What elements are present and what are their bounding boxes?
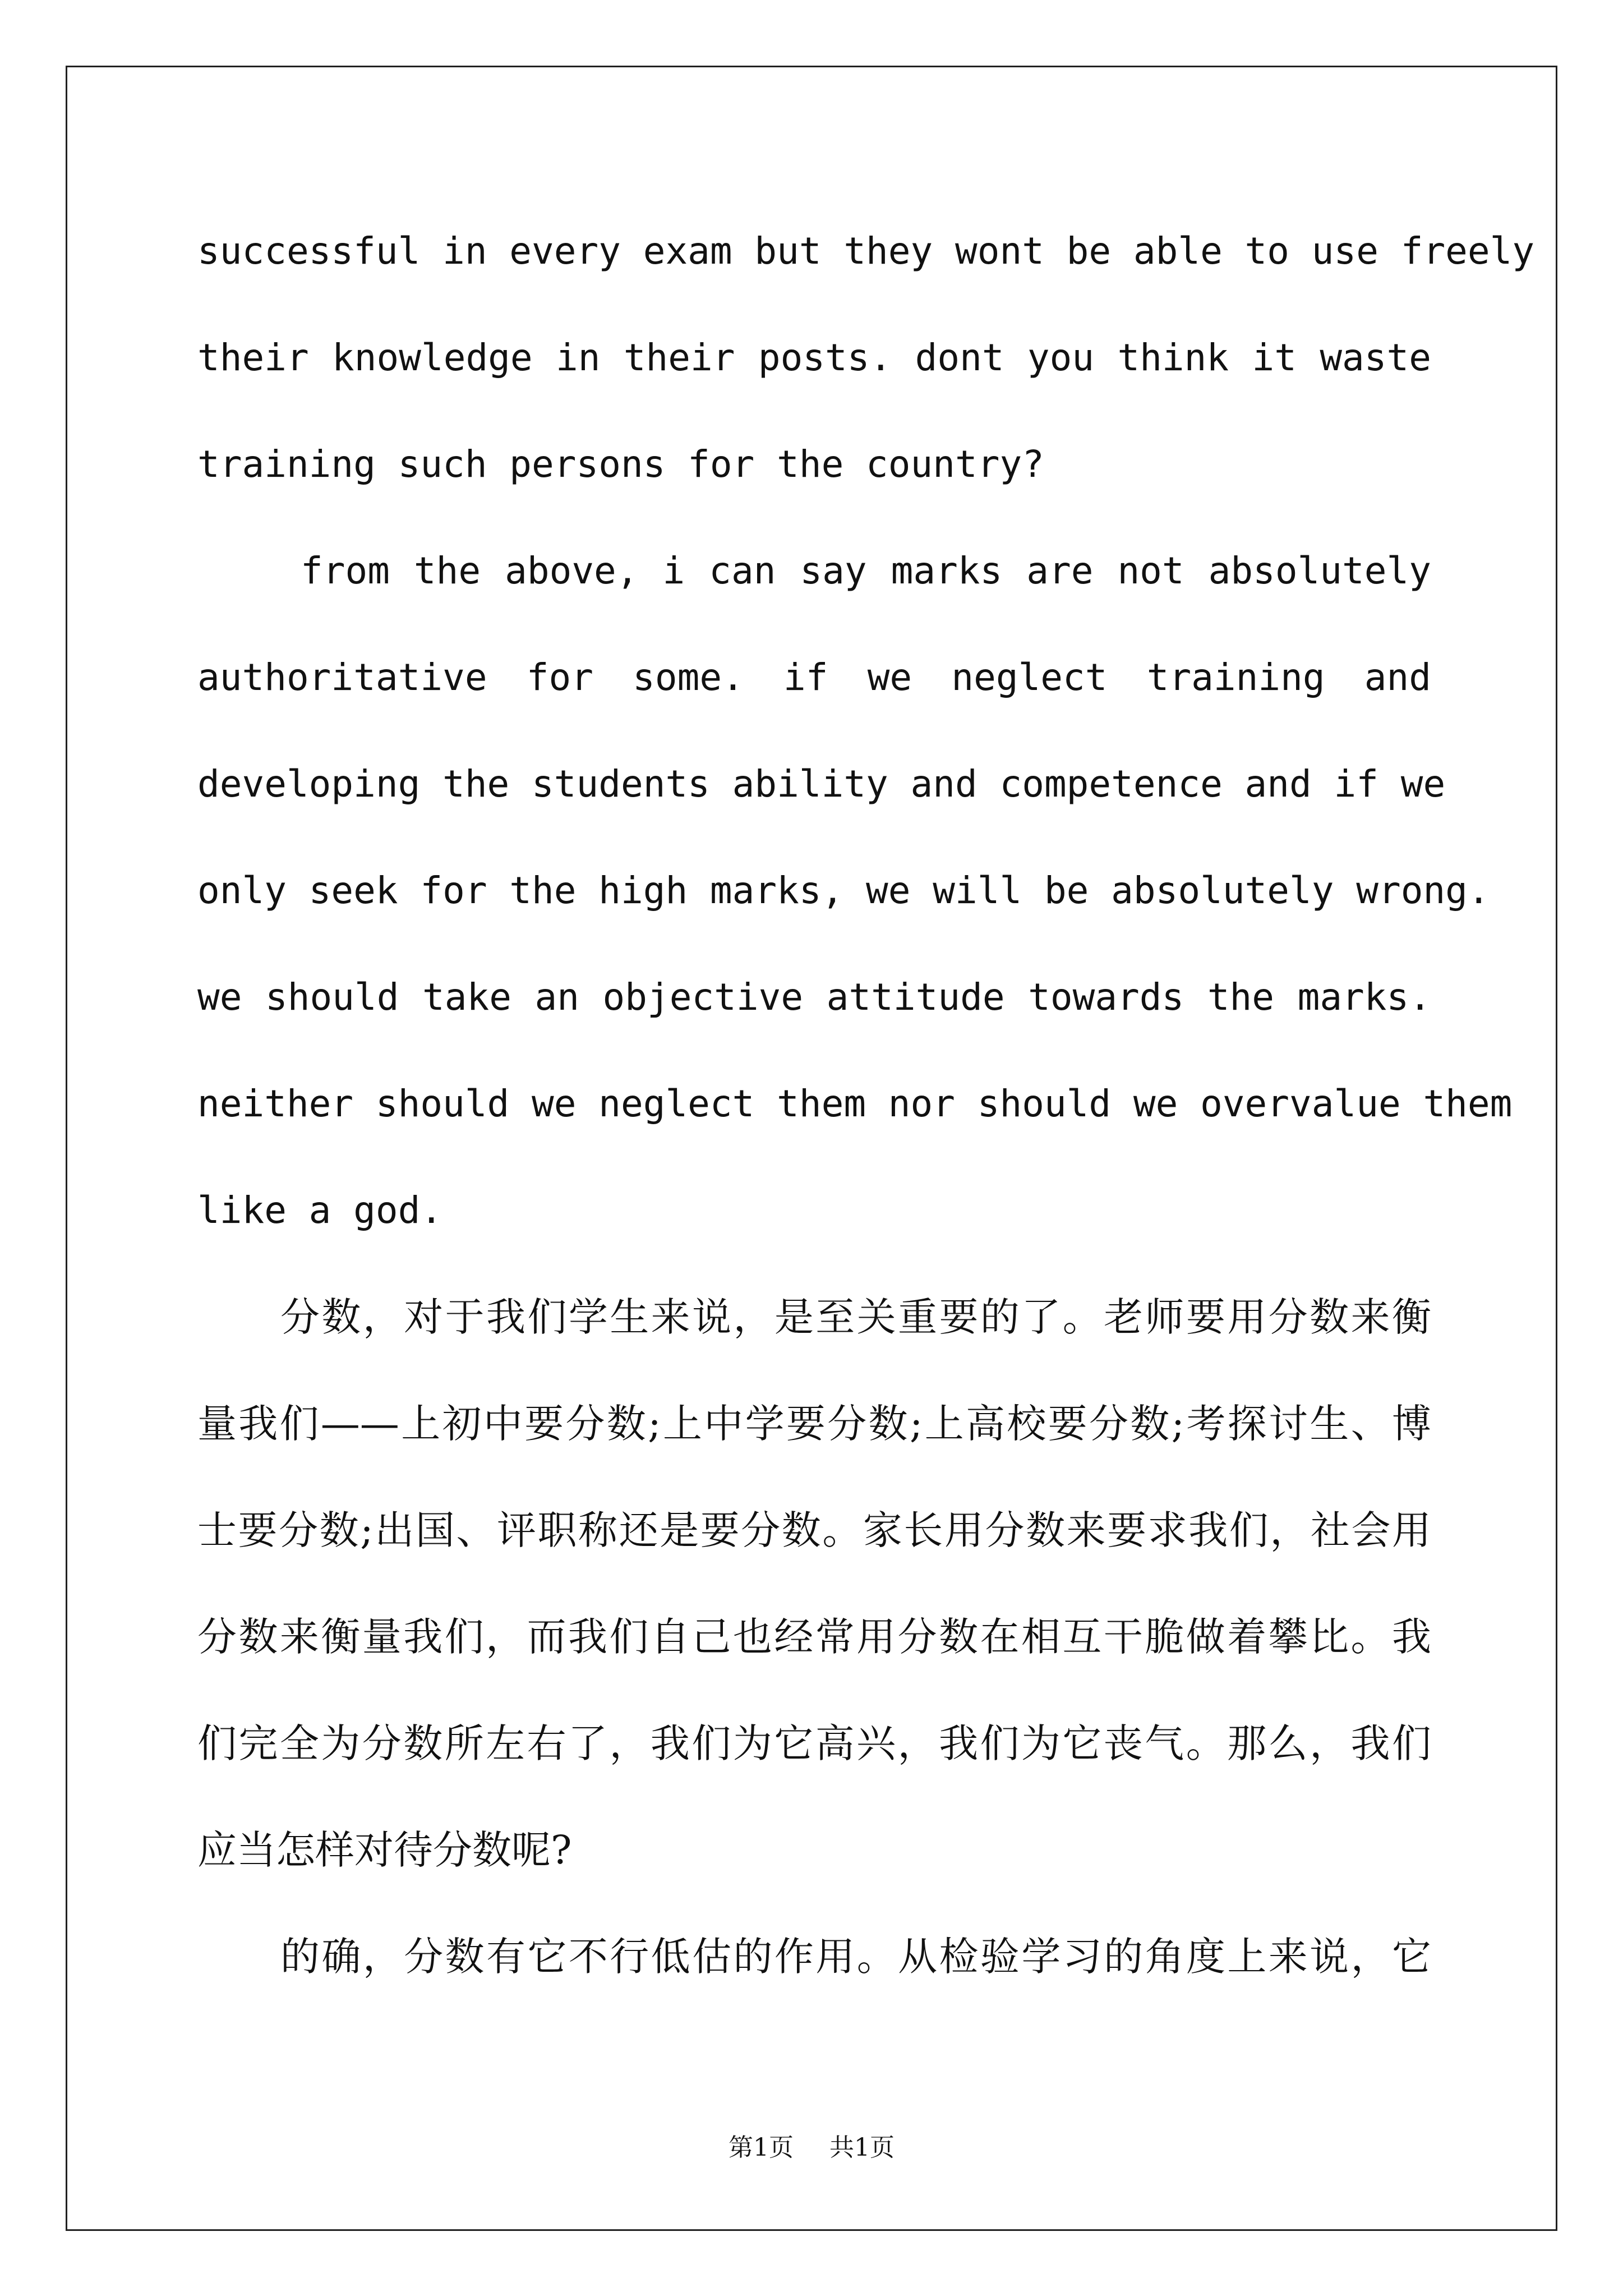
text-line: 分数来衡量我们，而我们自己也经常用分数在相互干脆做着攀比。我 <box>197 1614 1431 1660</box>
text-line: 们完全为分数所左右了，我们为它高兴，我们为它丧气。那么，我们 <box>197 1720 1431 1766</box>
text-line: training such persons for the country? <box>197 443 1044 486</box>
text-line: developing the students ability and competence and if we <box>197 762 1446 806</box>
paragraph-start-line: 的确，分数有它不行低估的作用。从检验学习的角度上来说，它 <box>280 1934 1431 1980</box>
page-number: 第1页 <box>728 2133 794 2162</box>
text-line: only seek for the high marks, we will be absolutely wrong. <box>197 869 1490 912</box>
page-footer <box>0 2127 1623 2163</box>
text-line: like a god. <box>197 1189 443 1232</box>
text-line: 应当怎样对待分数呢? <box>197 1827 572 1873</box>
document-body <box>197 215 1535 2027</box>
text-line: 量我们——上初中要分数;上中学要分数;上高校要分数;考探讨生、博 <box>197 1401 1431 1447</box>
page-total: 共1页 <box>829 2133 895 2162</box>
text-line: we should take an objective attitude towards the marks. <box>197 976 1431 1019</box>
text-line: 士要分数;出国、评职称还是要分数。家长用分数来要求我们，社会用 <box>197 1507 1431 1553</box>
paragraph-start-line: from the above, i can say marks are not absolutely <box>301 549 1431 592</box>
paragraph-start-line: 分数，对于我们学生来说，是至关重要的了。老师要用分数来衡 <box>280 1294 1431 1340</box>
text-line: authoritative for some. if we neglect training and <box>197 656 1431 699</box>
text-line: successful in every exam but they wont be able to use freely <box>197 229 1535 273</box>
text-line: their knowledge in their posts. dont you think it waste <box>197 336 1431 379</box>
text-line: neither should we neglect them nor should we overvalue them <box>197 1082 1513 1125</box>
